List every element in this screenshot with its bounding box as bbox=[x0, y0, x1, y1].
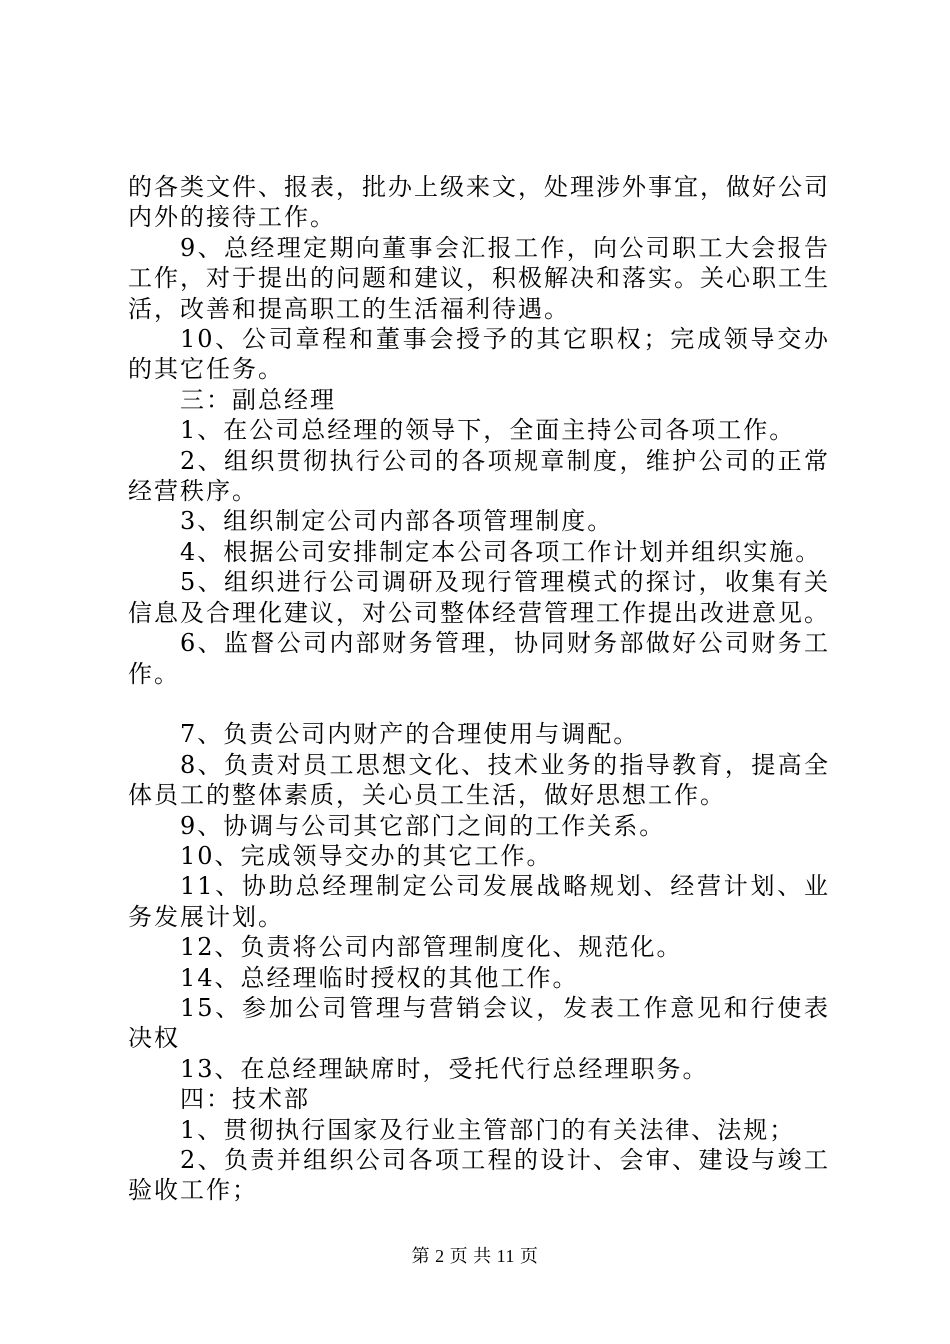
paragraph: 14、总经理临时授权的其他工作。 bbox=[180, 963, 579, 992]
paragraph: 3、组织制定公司内部各项管理制度。 bbox=[180, 507, 614, 536]
paragraph: 8、负责对员工思想文化、技术业务的指导教育，提高全体员工的整体素质，关心员工生活，做好思想工作。 bbox=[128, 750, 830, 810]
paragraph: 4、根据公司安排制定本公司各项工作计划并组织实施。 bbox=[180, 537, 822, 566]
paragraph: 13、在总经理缺席时，受托代行总经理职务。 bbox=[180, 1054, 709, 1083]
paragraph: 15、参加公司管理与营销会议，发表工作意见和行使表决权 bbox=[128, 993, 830, 1053]
paragraph: 的各类文件、报表，批办上级来文，处理涉外事宜，做好公司内外的接待工作。 bbox=[128, 173, 830, 232]
section-heading: 四：技术部 bbox=[180, 1085, 310, 1114]
paragraph: 2、组织贯彻执行公司的各项规章制度，维护公司的正常经营秩序。 bbox=[128, 446, 830, 506]
paragraph: 10、公司章程和董事会授予的其它职权；完成领导交办的其它任务。 bbox=[128, 325, 830, 384]
paragraph: 2、负责并组织公司各项工程的设计、会审、建设与竣工验收工作； bbox=[128, 1145, 830, 1205]
paragraph: 7、负责公司内财产的合理使用与调配。 bbox=[180, 720, 640, 749]
section-heading: 三：副总经理 bbox=[180, 385, 336, 414]
paragraph: 9、总经理定期向董事会汇报工作，向公司职工大会报告工作，对于提出的问题和建议，积极解决和落实。关心职工生活，改善和提高职工的生活福利待遇。 bbox=[128, 233, 830, 323]
paragraph: 9、协调与公司其它部门之间的工作关系。 bbox=[180, 811, 666, 840]
paragraph: 6、监督公司内部财务管理，协同财务部做好公司财务工作。 bbox=[128, 629, 830, 688]
paragraph: 11、协助总经理制定公司发展战略规划、经营计划、业务发展计划。 bbox=[128, 872, 830, 931]
blank-line bbox=[128, 689, 830, 719]
paragraph: 1、在公司总经理的领导下，全面主持公司各项工作。 bbox=[180, 416, 796, 445]
page-number-footer: 第 2 页 共 11 页 bbox=[411, 1246, 539, 1266]
document-body bbox=[128, 172, 830, 1206]
paragraph: 1、贯彻执行国家及行业主管部门的有关法律、法规； bbox=[180, 1115, 796, 1144]
paragraph: 12、负责将公司内部管理制度化、规范化。 bbox=[180, 933, 683, 962]
paragraph: 5、组织进行公司调研及现行管理模式的探讨，收集有关信息及合理化建议，对公司整体经营管理工作提出改进意见。 bbox=[128, 568, 830, 627]
paragraph: 10、完成领导交办的其它工作。 bbox=[180, 841, 553, 870]
